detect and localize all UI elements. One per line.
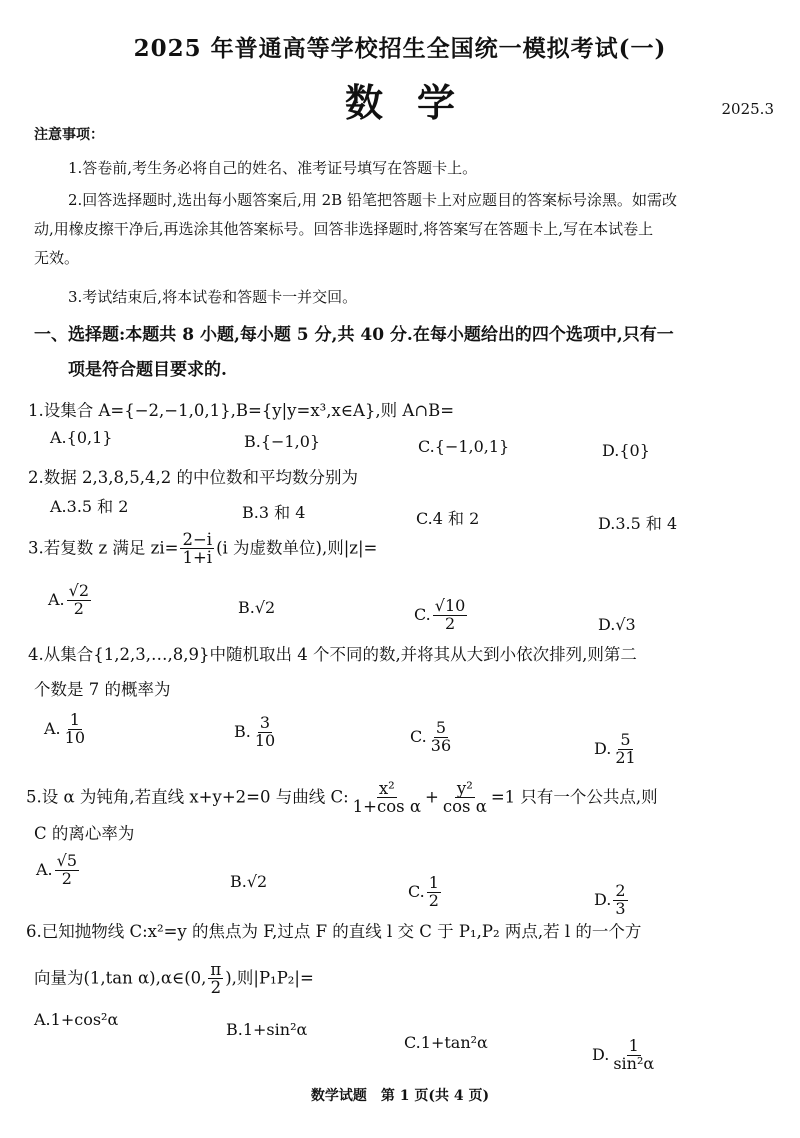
q5-a-label: A.	[36, 859, 53, 879]
q6-d-den: sin²α	[613, 1053, 655, 1073]
q4-c-label: C.	[410, 726, 427, 746]
q1-option-c: C.{−1,0,1}	[418, 437, 510, 456]
q2-option-c: C.4 和 2	[416, 509, 480, 528]
q6-frac-num: π	[210, 960, 222, 979]
q6-line2-post: ),则|P₁P₂|=	[225, 968, 314, 988]
q4-option-b	[234, 715, 279, 750]
q4-d-num: 5	[620, 730, 631, 749]
section-1-heading: 一、选择题:本题共 8 小题,每小题 5 分,共 40 分.在每小题给出的四个选项中,只有一	[34, 325, 674, 345]
q6-option-b: B.1+sin²α	[226, 1020, 308, 1039]
q1-option-b: B.{−1,0}	[244, 432, 321, 451]
q5-a-num: √5	[56, 851, 78, 870]
q3-option-c	[414, 598, 469, 633]
exam-date: 2025.3	[721, 100, 774, 118]
q6-option-d	[592, 1038, 658, 1073]
notice-item-1: 1.答卷前,考生务必将自己的姓名、准考证号填写在答题卡上。	[68, 159, 478, 177]
q3-fraction	[180, 531, 214, 567]
question-1-stem: 1.设集合 A={−2,−1,0,1},B={y|y=x³,x∈A},则 A∩B=	[28, 401, 455, 420]
q3-stem-post: (i 为虚数单位),则|z|=	[216, 538, 378, 558]
question-5-stem	[26, 780, 658, 816]
q4-d-den: 21	[615, 747, 636, 767]
q3-a-num: √2	[68, 581, 90, 600]
question-4-stem-line2: 个数是 7 的概率为	[34, 680, 171, 699]
q4-a-den: 10	[64, 727, 85, 747]
q4-b-den: 10	[254, 730, 276, 750]
notice-item-2-line1: 2.回答选择题时,选出每小题答案后,用 2B 铅笔把答题卡上对应题目的答案标号涂黑。如需改	[68, 191, 677, 209]
q3-option-a	[48, 583, 93, 618]
q4-option-c	[410, 720, 455, 755]
q3-stem-pre: 3.若复数 z 满足 zi=	[28, 538, 179, 558]
q5-option-a	[36, 853, 81, 888]
q6-option-a: A.1+cos²α	[34, 1010, 119, 1029]
q3-c-label: C.	[414, 604, 431, 624]
question-6-stem-line1: 6.已知抛物线 C:x²=y 的焦点为 F,过点 F 的直线 l 交 C 于 P₁,P₂ 两点,若 l 的一个方	[26, 922, 642, 941]
question-5-stem-line2: C 的离心率为	[34, 824, 135, 843]
q6-d-label: D.	[592, 1044, 610, 1064]
q4-option-a	[44, 712, 89, 747]
q5-stem-post: =1 只有一个公共点,则	[490, 787, 658, 807]
q5-a-den: 2	[61, 868, 72, 888]
q5-plus: +	[425, 787, 439, 807]
q5-d-num: 2	[615, 881, 626, 900]
notice-item-2-line3: 无效。	[34, 249, 80, 267]
q4-c-den: 36	[430, 735, 452, 755]
q3-frac-num: 2−i	[182, 530, 213, 549]
q5-c-den: 2	[428, 890, 439, 910]
q6-d-num: 1	[628, 1036, 639, 1055]
question-3-stem	[28, 531, 377, 567]
q3-frac-den: 1+i	[182, 548, 213, 568]
q3-option-d: D.√3	[598, 615, 636, 634]
q4-d-label: D.	[594, 738, 612, 758]
q5-d-label: D.	[594, 889, 612, 909]
q4-b-num: 3	[259, 713, 271, 732]
q3-c-num: √10	[434, 596, 466, 615]
question-2-stem: 2.数据 2,3,8,5,4,2 的中位数和平均数分别为	[28, 468, 358, 487]
q3-a-label: A.	[48, 589, 65, 609]
exam-title: 2025 年普通高等学校招生全国统一模拟考试(一)	[133, 35, 667, 62]
notice-heading: 注意事项：	[34, 127, 104, 143]
question-4-stem-line1: 4.从集合{1,2,3,…,8,9}中随机取出 4 个不同的数,并将其从大到小依次排列,则第二	[28, 645, 637, 664]
q4-b-label: B.	[234, 721, 251, 741]
q5-frac1-den: 1+cos α	[352, 797, 421, 817]
q4-option-d	[594, 732, 640, 767]
section-1-heading-cont: 项是符合题目要求的.	[68, 360, 227, 380]
q1-option-a: A.{0,1}	[50, 428, 113, 447]
q5-stem-pre: 5.设 α 为钝角,若直线 x+y+2=0 与曲线 C:	[26, 787, 349, 807]
q2-option-b: B.3 和 4	[242, 503, 306, 522]
question-6-stem-line2	[34, 961, 314, 997]
q1-option-d: D.{0}	[602, 441, 650, 460]
q3-c-den: 2	[444, 613, 456, 633]
q5-option-b: B.√2	[230, 872, 268, 891]
q3-option-b: B.√2	[238, 598, 276, 617]
q6-option-c: C.1+tan²α	[404, 1033, 488, 1052]
q5-option-c	[408, 875, 443, 910]
q2-option-a: A.3.5 和 2	[50, 497, 129, 516]
q3-a-den: 2	[73, 598, 84, 618]
notice-item-2-line2: 动,用橡皮擦干净后,再选涂其他答案标号。回答非选择题时,将答案写在答题卡上,写在本试卷上	[34, 220, 654, 238]
q5-d-den: 3	[615, 898, 626, 918]
q4-a-num: 1	[69, 710, 80, 729]
q6-frac-den: 2	[210, 978, 222, 998]
q4-c-num: 5	[435, 718, 447, 737]
q5-option-d	[594, 883, 630, 918]
q5-c-label: C.	[408, 881, 425, 901]
page-footer: 数学试题 第 1 页(共 4 页)	[310, 1088, 490, 1104]
notice-item-3: 3.考试结束后,将本试卷和答题卡一并交回。	[68, 288, 358, 306]
subject-title: 数学	[344, 80, 489, 125]
q5-frac1-num: x²	[378, 779, 395, 798]
q5-c-num: 1	[428, 873, 439, 892]
q4-a-label: A.	[44, 718, 61, 738]
q6-line2-pre: 向量为(1,tan α),α∈(0,	[34, 968, 207, 988]
q5-frac2-num: y²	[456, 779, 473, 798]
q5-frac2-den: cos α	[442, 797, 487, 817]
q2-option-d: D.3.5 和 4	[598, 514, 678, 533]
